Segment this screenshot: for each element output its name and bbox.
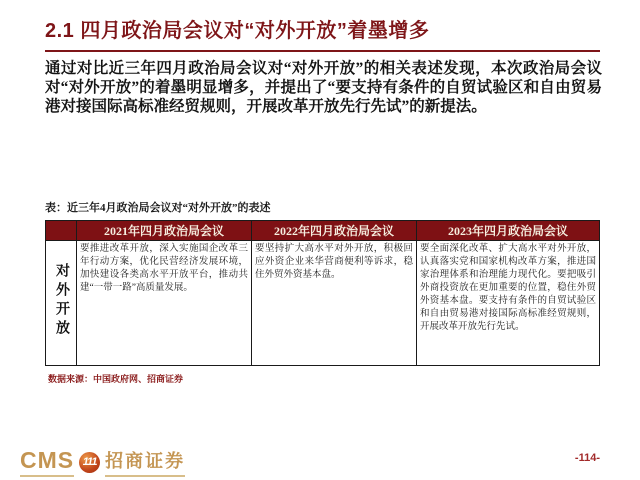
table-header-2023: 2023年四月政治局会议 [417, 221, 600, 241]
table-header-corner [46, 221, 77, 241]
table-caption: 表：近三年4月政治局会议对“对外开放”的表述 [45, 202, 271, 214]
table-header-2021: 2021年四月政治局会议 [77, 221, 252, 241]
cms-logo [20, 447, 185, 477]
cms-logo-badge-icon: 111 [79, 452, 100, 473]
cms-logo-name: 招商证券 [105, 447, 185, 477]
cell-2022: 要坚持扩大高水平对外开放，积极回应外资企业来华营商便利等诉求，稳住外贸外资基本盘。 [252, 241, 417, 366]
page-title: 2.1 四月政治局会议对“对外开放”着墨增多 [45, 20, 430, 42]
row-header-label: 对外开放 [54, 262, 69, 339]
cms-logo-letters: CMS [20, 447, 74, 477]
table-header-row [46, 221, 600, 241]
table-row [46, 241, 600, 366]
intro-paragraph: 通过对比近三年四月政治局会议对“对外开放”的相关表述发现，本次政治局会议对“对外开放”的着墨明显增多，并提出了“要支持有条件的自贸试验区和自由贸易港对接国际高标准经贸规则，开展改革开放先行先试”的新提法。 [45, 60, 602, 115]
data-source-note: 数据来源：中国政府网、招商证券 [48, 374, 184, 384]
row-header-cell [46, 241, 77, 366]
table-header-2022: 2022年四月政治局会议 [252, 221, 417, 241]
page-number: -114- [574, 452, 600, 464]
comparison-table [45, 220, 600, 366]
cell-2023: 要全面深化改革、扩大高水平对外开放，认真落实党和国家机构改革方案，推进国家治理体系和治理能力现代化。要把吸引外商投资放在更加重要的位置，稳住外贸外资基本盘。要支持有条件的自贸试验区和自由贸易港对接国际高标准经贸规则，开展改革开放先行先试。 [417, 241, 600, 366]
cell-2021: 要推进改革开放，深入实施国企改革三年行动方案，优化民营经济发展环境，加快建设各类高水平开放平台，推动共建“一带一路”高质量发展。 [77, 241, 252, 366]
title-divider [45, 50, 600, 52]
